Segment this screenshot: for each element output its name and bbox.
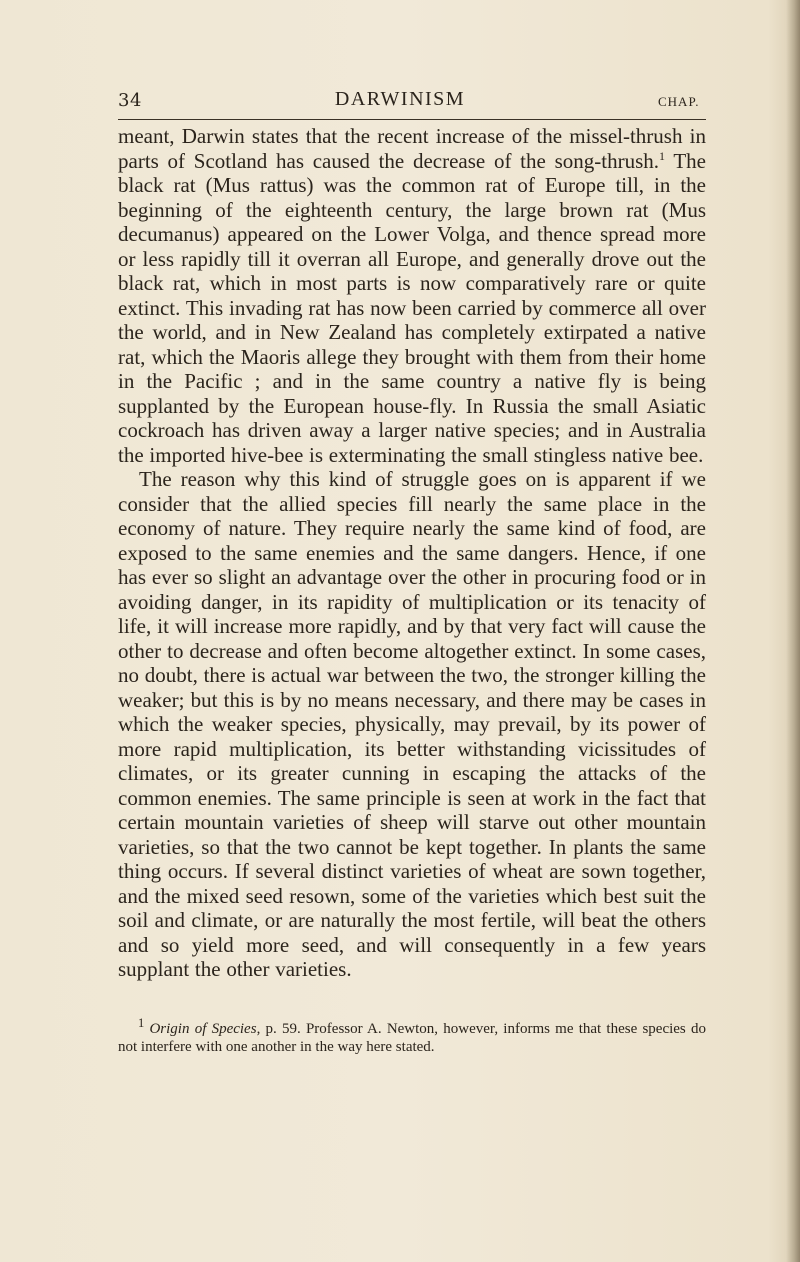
footnote-reference: 1 <box>659 148 665 163</box>
footnote-title: Origin of Species <box>149 1021 257 1037</box>
header-rule <box>118 119 706 120</box>
paragraph-2: The reason why this kind of struggle goes on is apparent if we consider that the allied species fill nearly the same place in the economy of nature. They require nearly the same kind of food, are exposed to the same enemies and the same dangers. Hence, if one has ever so slight an advantage over the other in procuring food or in avoiding danger, in its rapidity of multiplication or its tenacity of life, it will increase more rapidly, and by that very fact will cause the other to decrease and often become altogether extinct. In some cases, no doubt, there is actual war between the two, the stronger killing the weaker; but this is by no means necessary, and there may be cases in which the weaker species, physically, may prevail, by its power of more rapid multiplication, its better withstanding vicissitudes of climates, or its greater cunning in escaping the attacks of the common enemies. The same principle is seen at work in the fact that certain mountain varieties of sheep will starve out other mountain varieties, so that the two cannot be kept together. In plants the same thing occurs. If several distinct varieties of wheat are sown together, and the mixed seed resown, some of the varieties which best suit the soil and climate, or are naturally the most fertile, will beat the others and so yield more seed, and will consequently in a few years supplant the other varieties. <box>118 467 707 981</box>
footnote <box>118 1014 706 1056</box>
footnote-text: , p. 59. Professor A. Newton, however, informs me that these species do not interfere with one another in the way here stated. <box>118 1021 706 1055</box>
running-head: DARWINISM <box>334 88 466 110</box>
paragraph-1-text-b: The black rat (Mus rattus) was the common rat of Europe till, in the beginning of the eighteenth century, the large brown rat (Mus decumanus) appeared on the Lower Volga, and thence spread more or less rapidly till it overran all Europe, and generally drove out the black rat, which in most parts is now comparatively rare or quite extinct. This invading rat has now been carried by commerce all over the world, and in New Zealand has completely extirpated a native rat, which the Maoris allege they brought with them from their home in the Pacific ; and in the same country a native fly is being supplanted by the European house-fly. In Russia the small Asiatic cockroach has driven away a larger native species; and in Australia the imported hive-bee is exterminating the small stingless native bee. <box>118 148 706 467</box>
paragraph-1-text-a: meant, Darwin states that the recent increase of the missel-thrush in parts of Scotland has caused the decrease of the song-thrush. <box>118 124 706 173</box>
footnote-marker: 1 <box>138 1016 145 1030</box>
paragraph-1 <box>118 124 706 467</box>
page-edge-shadow <box>786 0 800 1262</box>
chapter-mark: CHAP. <box>658 94 700 109</box>
page-number: 34 <box>118 90 142 111</box>
body-text <box>118 124 706 982</box>
